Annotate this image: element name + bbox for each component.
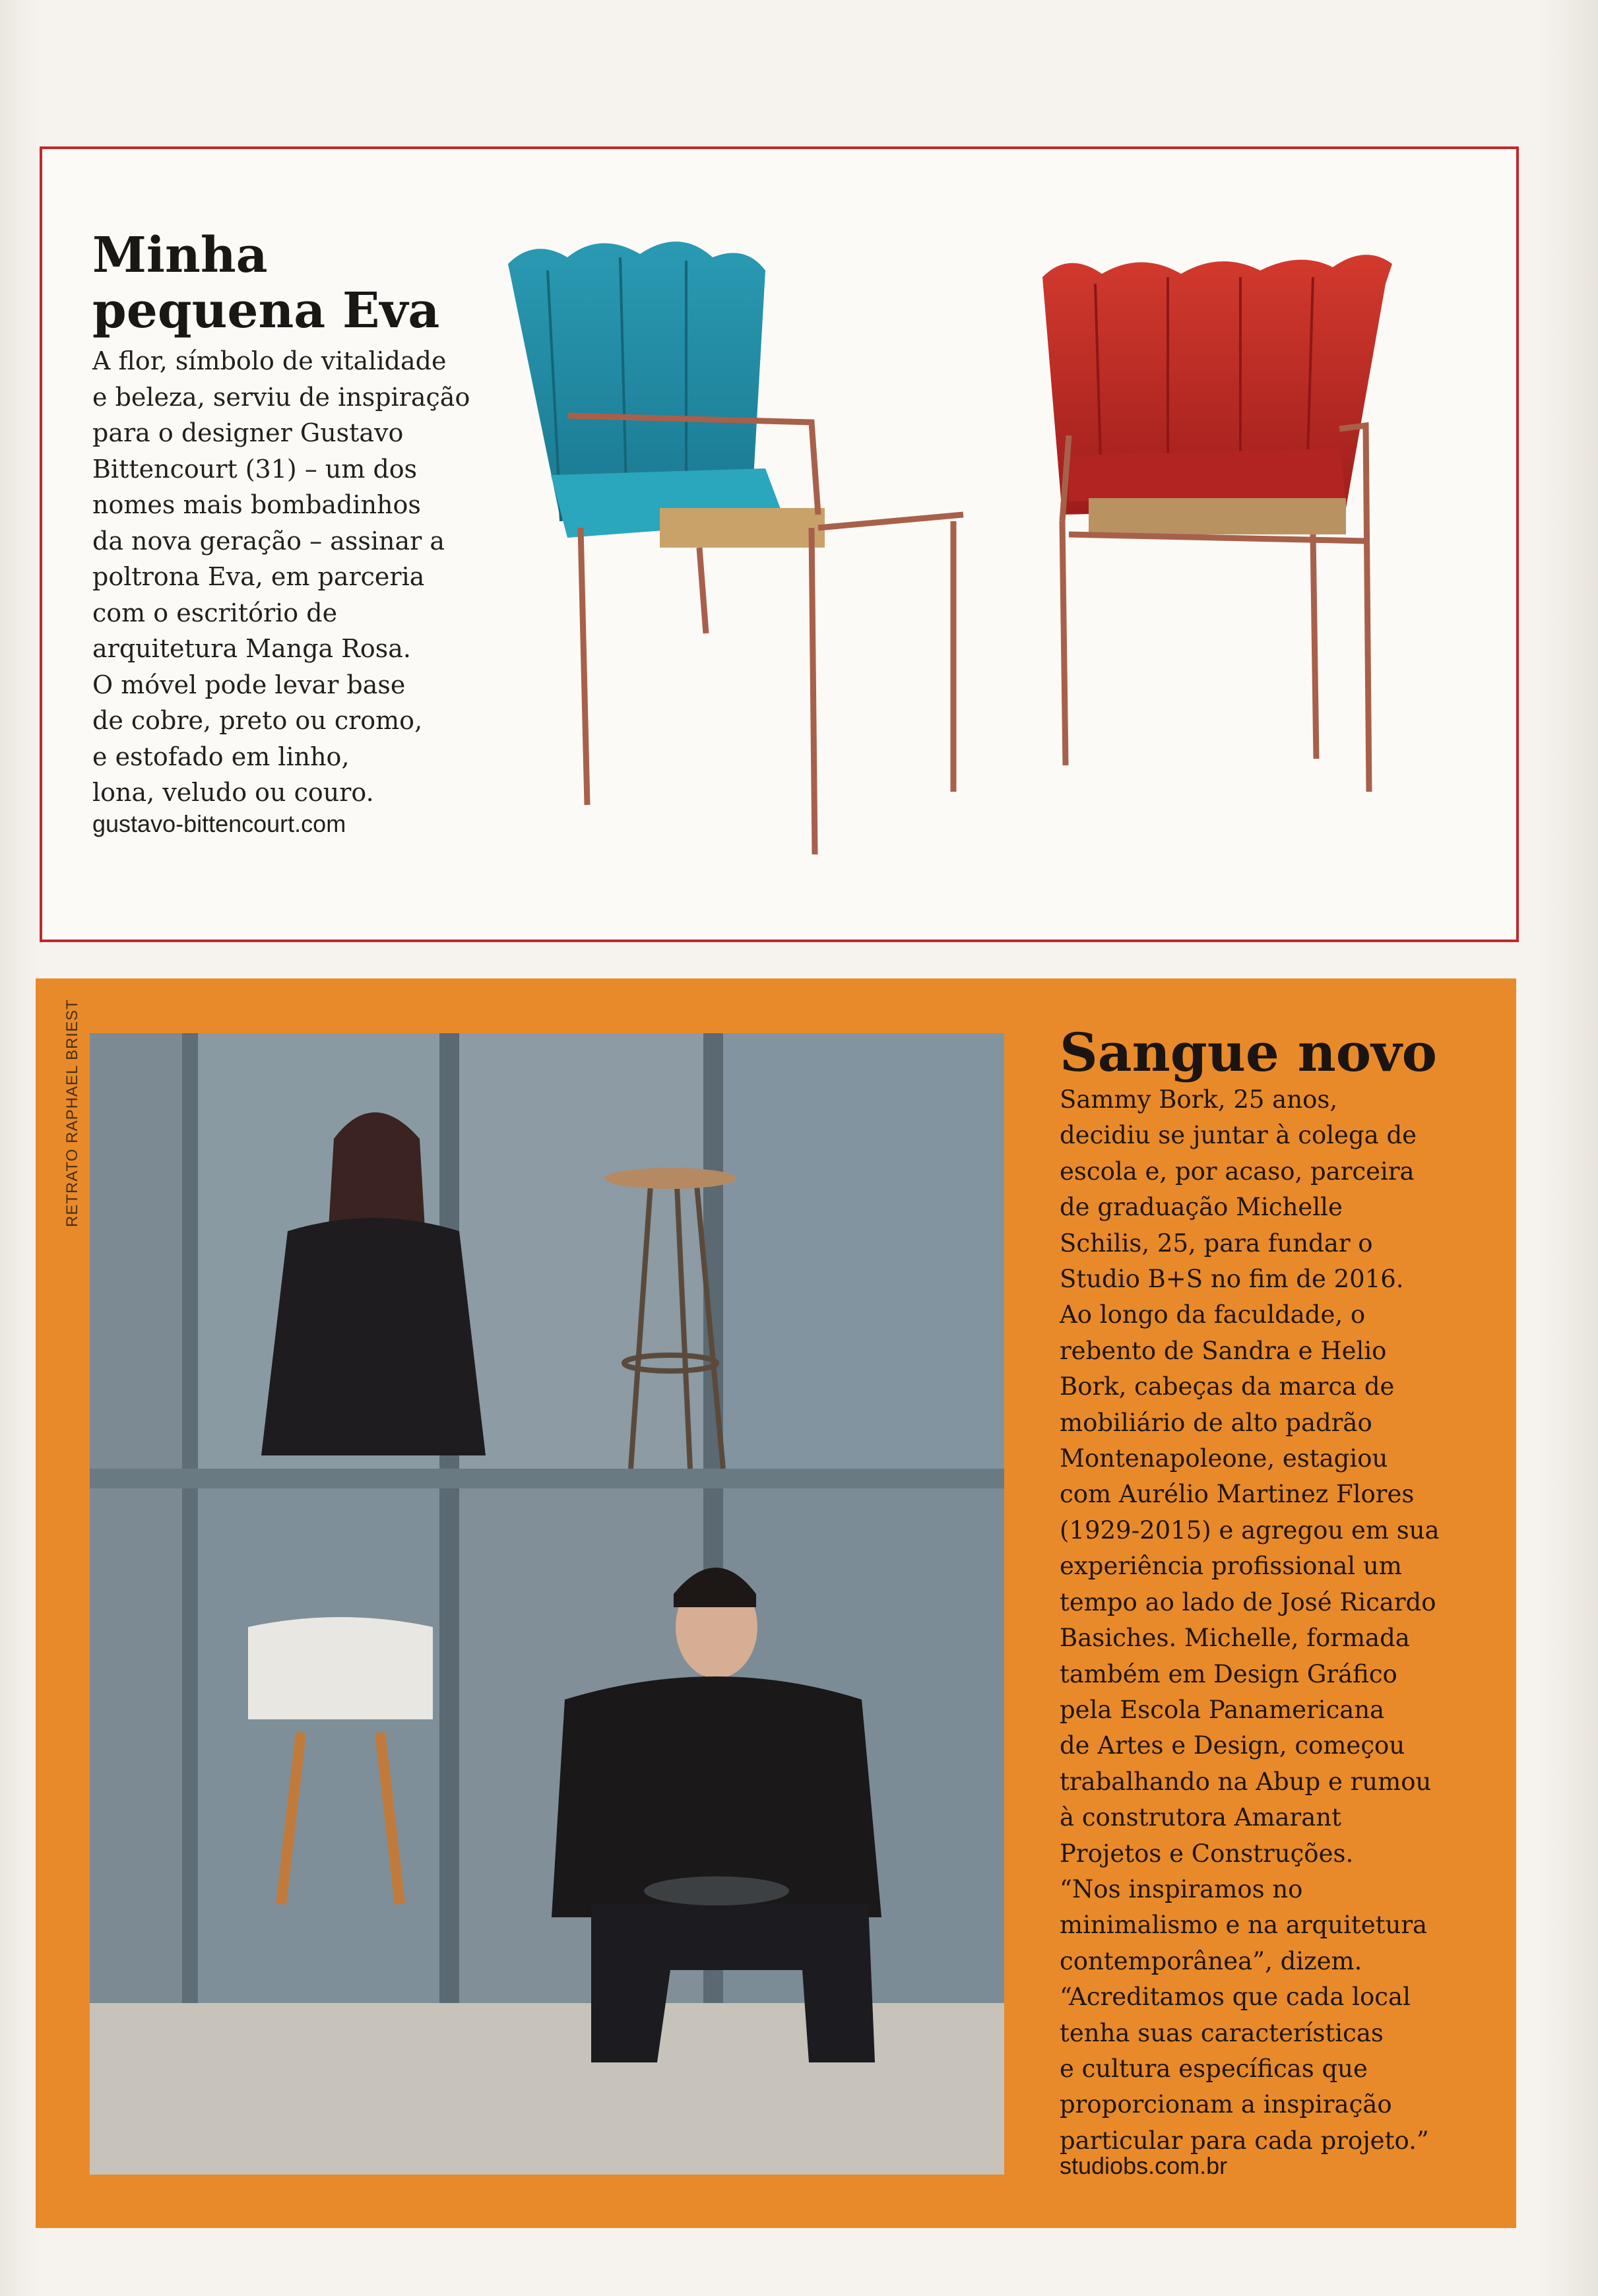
sangue-url: studiobs.com.br <box>1060 2152 1228 2179</box>
photo-credit: RETRATO RAPHAEL BRIEST <box>63 999 81 1227</box>
eva-armchairs-photo <box>488 238 1597 871</box>
red-armchair <box>1042 255 1392 792</box>
blue-armchair <box>508 241 963 854</box>
eva-title: Minha pequena Eva <box>92 227 440 339</box>
eva-body-text: A flor, símbolo de vitalidade e beleza, serviu de inspiração para o designer Gustavo Bittencourt (31) – um dos nomes mais bombadinhos da nova geração – assinar a poltrona Eva, em parceria com o escritório de arquitetura Manga Rosa. O móvel pode levar base de cobre, preto ou cromo, e estofado em linho, lona, veludo ou couro. <box>92 346 470 807</box>
eva-url: gustavo-bittencourt.com <box>92 810 346 837</box>
sangue-body-text: Sammy Bork, 25 anos, decidiu se juntar à colega de escola e, por acaso, parceira de graduação Michelle Schilis, 25, para fundar o Studio B+S no fim de 2016. Ao longo da faculdade, o rebento de Sandra e Helio Bork, cabeças da marca de mobiliário de alto padrão Montenapoleone, estagiou com Aurélio Martinez Flores (1929-2015) e agregou em sua experiência profissional um tempo ao lado de José Ricardo Basiches. Michelle, formada também em Design Gráfico pela Escola Panamericana de Artes e Design, começou trabalhando na Abup e rumou à construtora Amarant Projetos e Construções. “Nos inspiramos no minimalismo e na arquitetura contemporânea”, dizem. “Acreditamos que cada local tenha suas características e cultura específicas que proporcionam a inspiração particular para cada projeto.” <box>1060 1085 1440 2155</box>
designers-portrait-photo <box>90 1033 1004 2175</box>
sangue-title: Sangue novo <box>1060 1021 1437 1083</box>
